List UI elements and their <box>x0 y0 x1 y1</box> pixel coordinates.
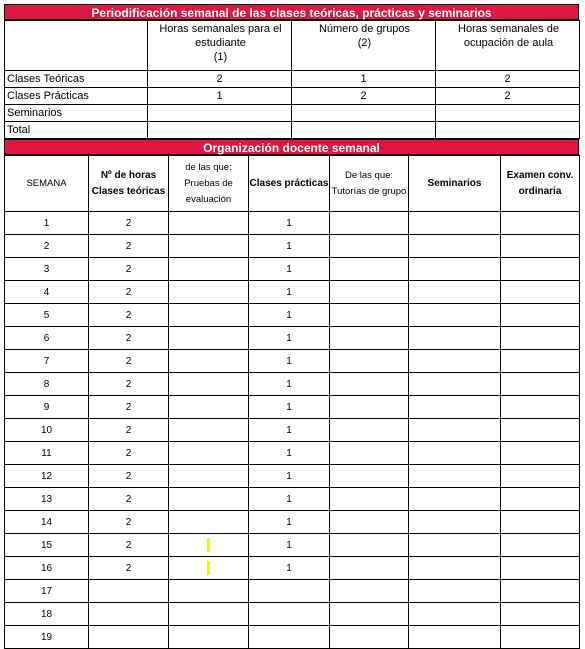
week-row <box>5 235 580 258</box>
weekly-column-header: Seminarios <box>409 156 501 212</box>
summary-row-label: Seminarios <box>5 105 148 122</box>
week-cell-practicas: 1 <box>249 235 330 258</box>
week-cell-teoricas: 2 <box>89 304 169 327</box>
week-cell-examen <box>501 626 580 649</box>
summary-row-label: Clases Teóricas <box>5 71 148 88</box>
weekly-column-header: Clases prácticas <box>249 156 330 212</box>
weekly-column-header: Nº de horas Clases teóricas <box>89 156 169 212</box>
week-cell-teoricas: 2 <box>89 235 169 258</box>
week-row <box>5 281 580 304</box>
week-cell-semana: 7 <box>5 350 89 373</box>
week-cell-practicas: 1 <box>249 373 330 396</box>
summary-value-cell <box>148 122 292 139</box>
week-cell-seminarios <box>409 350 501 373</box>
summary-value-cell <box>292 105 436 122</box>
week-cell-practicas <box>249 603 330 626</box>
summary-value-cell <box>148 105 292 122</box>
week-cell-semana: 13 <box>5 488 89 511</box>
week-cell-pruebas <box>169 258 249 281</box>
week-cell-tutorias <box>330 580 409 603</box>
week-cell-examen <box>501 534 580 557</box>
week-cell-seminarios <box>409 557 501 580</box>
week-cell-seminarios <box>409 534 501 557</box>
week-cell-practicas: 1 <box>249 465 330 488</box>
week-cell-pruebas <box>169 327 249 350</box>
highlight-mark <box>207 538 210 552</box>
week-cell-examen <box>501 603 580 626</box>
week-row <box>5 373 580 396</box>
hours-summary-table <box>4 20 580 139</box>
week-cell-teoricas: 2 <box>89 419 169 442</box>
week-cell-teoricas: 2 <box>89 465 169 488</box>
week-cell-teoricas: 2 <box>89 373 169 396</box>
week-cell-seminarios <box>409 603 501 626</box>
week-row <box>5 557 580 580</box>
week-cell-tutorias <box>330 465 409 488</box>
week-cell-examen <box>501 442 580 465</box>
week-row <box>5 580 580 603</box>
week-cell-semana: 3 <box>5 258 89 281</box>
weekly-column-header: De las que: Tutorías de grupo <box>330 156 409 212</box>
week-cell-practicas: 1 <box>249 442 330 465</box>
week-cell-teoricas: 2 <box>89 212 169 235</box>
week-row <box>5 304 580 327</box>
week-cell-pruebas <box>169 212 249 235</box>
summary-row <box>5 105 580 122</box>
week-cell-seminarios <box>409 419 501 442</box>
week-cell-practicas: 1 <box>249 557 330 580</box>
week-cell-teoricas: 2 <box>89 488 169 511</box>
week-row <box>5 488 580 511</box>
week-cell-examen <box>501 373 580 396</box>
week-cell-practicas: 1 <box>249 281 330 304</box>
week-row <box>5 419 580 442</box>
week-cell-pruebas <box>169 557 249 580</box>
week-row <box>5 212 580 235</box>
week-cell-tutorias <box>330 373 409 396</box>
document <box>4 4 579 649</box>
week-cell-pruebas <box>169 603 249 626</box>
week-cell-seminarios <box>409 235 501 258</box>
weekly-column-header: Examen conv. ordinaria <box>501 156 580 212</box>
summary-row-label: Total <box>5 122 148 139</box>
week-cell-seminarios <box>409 304 501 327</box>
week-row <box>5 350 580 373</box>
week-cell-examen <box>501 419 580 442</box>
week-cell-semana: 8 <box>5 373 89 396</box>
week-cell-teoricas: 2 <box>89 396 169 419</box>
week-cell-semana: 14 <box>5 511 89 534</box>
week-cell-practicas: 1 <box>249 327 330 350</box>
week-cell-tutorias <box>330 212 409 235</box>
week-cell-tutorias <box>330 396 409 419</box>
week-cell-semana: 10 <box>5 419 89 442</box>
week-cell-pruebas <box>169 373 249 396</box>
week-cell-practicas: 1 <box>249 511 330 534</box>
week-cell-practicas: 1 <box>249 212 330 235</box>
week-cell-semana: 6 <box>5 327 89 350</box>
week-cell-pruebas <box>169 442 249 465</box>
week-cell-semana: 16 <box>5 557 89 580</box>
week-cell-pruebas <box>169 626 249 649</box>
highlight-mark <box>207 561 210 575</box>
week-cell-teoricas <box>89 580 169 603</box>
summary-row <box>5 88 580 105</box>
week-cell-semana: 12 <box>5 465 89 488</box>
week-cell-teoricas <box>89 626 169 649</box>
week-cell-pruebas <box>169 235 249 258</box>
week-cell-semana: 4 <box>5 281 89 304</box>
summary-row-label: Clases Prácticas <box>5 88 148 105</box>
week-cell-tutorias <box>330 488 409 511</box>
week-cell-examen <box>501 281 580 304</box>
week-cell-teoricas: 2 <box>89 350 169 373</box>
week-cell-examen <box>501 212 580 235</box>
summary-value-cell: 2 <box>436 88 580 105</box>
week-cell-semana: 19 <box>5 626 89 649</box>
summary-value-cell <box>436 105 580 122</box>
summary-column-header: Horas semanales de ocupación de aula <box>436 21 580 71</box>
week-cell-tutorias <box>330 442 409 465</box>
week-cell-seminarios <box>409 626 501 649</box>
summary-column-header: Horas semanales para el estudiante (1) <box>148 21 292 71</box>
week-cell-pruebas <box>169 419 249 442</box>
week-cell-practicas: 1 <box>249 396 330 419</box>
week-cell-examen <box>501 511 580 534</box>
week-cell-seminarios <box>409 396 501 419</box>
week-cell-pruebas <box>169 488 249 511</box>
week-cell-pruebas <box>169 534 249 557</box>
week-cell-semana: 9 <box>5 396 89 419</box>
week-cell-examen <box>501 258 580 281</box>
week-cell-tutorias <box>330 304 409 327</box>
week-cell-teoricas: 2 <box>89 327 169 350</box>
week-cell-practicas: 1 <box>249 258 330 281</box>
weekly-column-header: SEMANA <box>5 156 89 212</box>
summary-corner-cell <box>5 21 148 71</box>
week-cell-teoricas <box>89 603 169 626</box>
week-cell-pruebas <box>169 465 249 488</box>
summary-value-cell: 2 <box>148 71 292 88</box>
week-cell-tutorias <box>330 281 409 304</box>
summary-column-header: Número de grupos (2) <box>292 21 436 71</box>
week-cell-practicas: 1 <box>249 419 330 442</box>
week-cell-seminarios <box>409 212 501 235</box>
week-cell-semana: 17 <box>5 580 89 603</box>
week-cell-practicas: 1 <box>249 488 330 511</box>
week-row <box>5 626 580 649</box>
week-cell-seminarios <box>409 281 501 304</box>
week-cell-semana: 2 <box>5 235 89 258</box>
week-cell-seminarios <box>409 442 501 465</box>
summary-value-cell <box>436 122 580 139</box>
week-cell-seminarios <box>409 580 501 603</box>
summary-row <box>5 122 580 139</box>
week-cell-examen <box>501 304 580 327</box>
week-cell-teoricas: 2 <box>89 281 169 304</box>
week-cell-pruebas <box>169 281 249 304</box>
summary-value-cell: 2 <box>292 88 436 105</box>
week-cell-tutorias <box>330 534 409 557</box>
week-cell-pruebas <box>169 304 249 327</box>
week-row <box>5 511 580 534</box>
week-cell-tutorias <box>330 626 409 649</box>
week-cell-semana: 1 <box>5 212 89 235</box>
week-cell-teoricas: 2 <box>89 534 169 557</box>
weekly-header-row <box>5 156 580 212</box>
summary-header-row <box>5 21 580 71</box>
week-cell-practicas <box>249 580 330 603</box>
week-cell-tutorias <box>330 511 409 534</box>
week-cell-pruebas <box>169 511 249 534</box>
week-cell-semana: 5 <box>5 304 89 327</box>
week-cell-teoricas: 2 <box>89 258 169 281</box>
week-cell-tutorias <box>330 327 409 350</box>
weekly-column-header: de las que: Pruebas de evaluación <box>169 156 249 212</box>
week-row <box>5 258 580 281</box>
section1-title: Periodificación semanal de las clases teóricas, prácticas y seminarios <box>4 4 579 20</box>
summary-value-cell: 2 <box>436 71 580 88</box>
section2-title: Organización docente semanal <box>4 139 579 155</box>
summary-row <box>5 71 580 88</box>
week-cell-tutorias <box>330 557 409 580</box>
weekly-organization-table <box>4 155 580 649</box>
week-row <box>5 327 580 350</box>
week-cell-teoricas: 2 <box>89 557 169 580</box>
week-cell-pruebas <box>169 396 249 419</box>
week-cell-tutorias <box>330 258 409 281</box>
week-row <box>5 465 580 488</box>
week-cell-seminarios <box>409 258 501 281</box>
week-cell-semana: 15 <box>5 534 89 557</box>
week-cell-examen <box>501 396 580 419</box>
week-cell-examen <box>501 580 580 603</box>
week-cell-examen <box>501 327 580 350</box>
week-cell-practicas: 1 <box>249 304 330 327</box>
week-row <box>5 534 580 557</box>
week-cell-practicas: 1 <box>249 350 330 373</box>
week-cell-seminarios <box>409 327 501 350</box>
week-cell-examen <box>501 350 580 373</box>
week-cell-pruebas <box>169 580 249 603</box>
week-cell-teoricas: 2 <box>89 511 169 534</box>
week-cell-examen <box>501 488 580 511</box>
week-cell-tutorias <box>330 603 409 626</box>
week-cell-semana: 11 <box>5 442 89 465</box>
week-cell-practicas <box>249 626 330 649</box>
summary-value-cell <box>292 122 436 139</box>
week-cell-tutorias <box>330 350 409 373</box>
summary-value-cell: 1 <box>292 71 436 88</box>
week-cell-seminarios <box>409 465 501 488</box>
week-cell-examen <box>501 235 580 258</box>
week-cell-seminarios <box>409 373 501 396</box>
week-cell-pruebas <box>169 350 249 373</box>
week-cell-teoricas: 2 <box>89 442 169 465</box>
week-cell-examen <box>501 465 580 488</box>
week-cell-semana: 18 <box>5 603 89 626</box>
week-row <box>5 603 580 626</box>
week-cell-seminarios <box>409 488 501 511</box>
week-row <box>5 442 580 465</box>
week-cell-tutorias <box>330 419 409 442</box>
week-cell-tutorias <box>330 235 409 258</box>
week-cell-seminarios <box>409 511 501 534</box>
summary-value-cell: 1 <box>148 88 292 105</box>
week-row <box>5 396 580 419</box>
week-cell-practicas: 1 <box>249 534 330 557</box>
week-cell-examen <box>501 557 580 580</box>
